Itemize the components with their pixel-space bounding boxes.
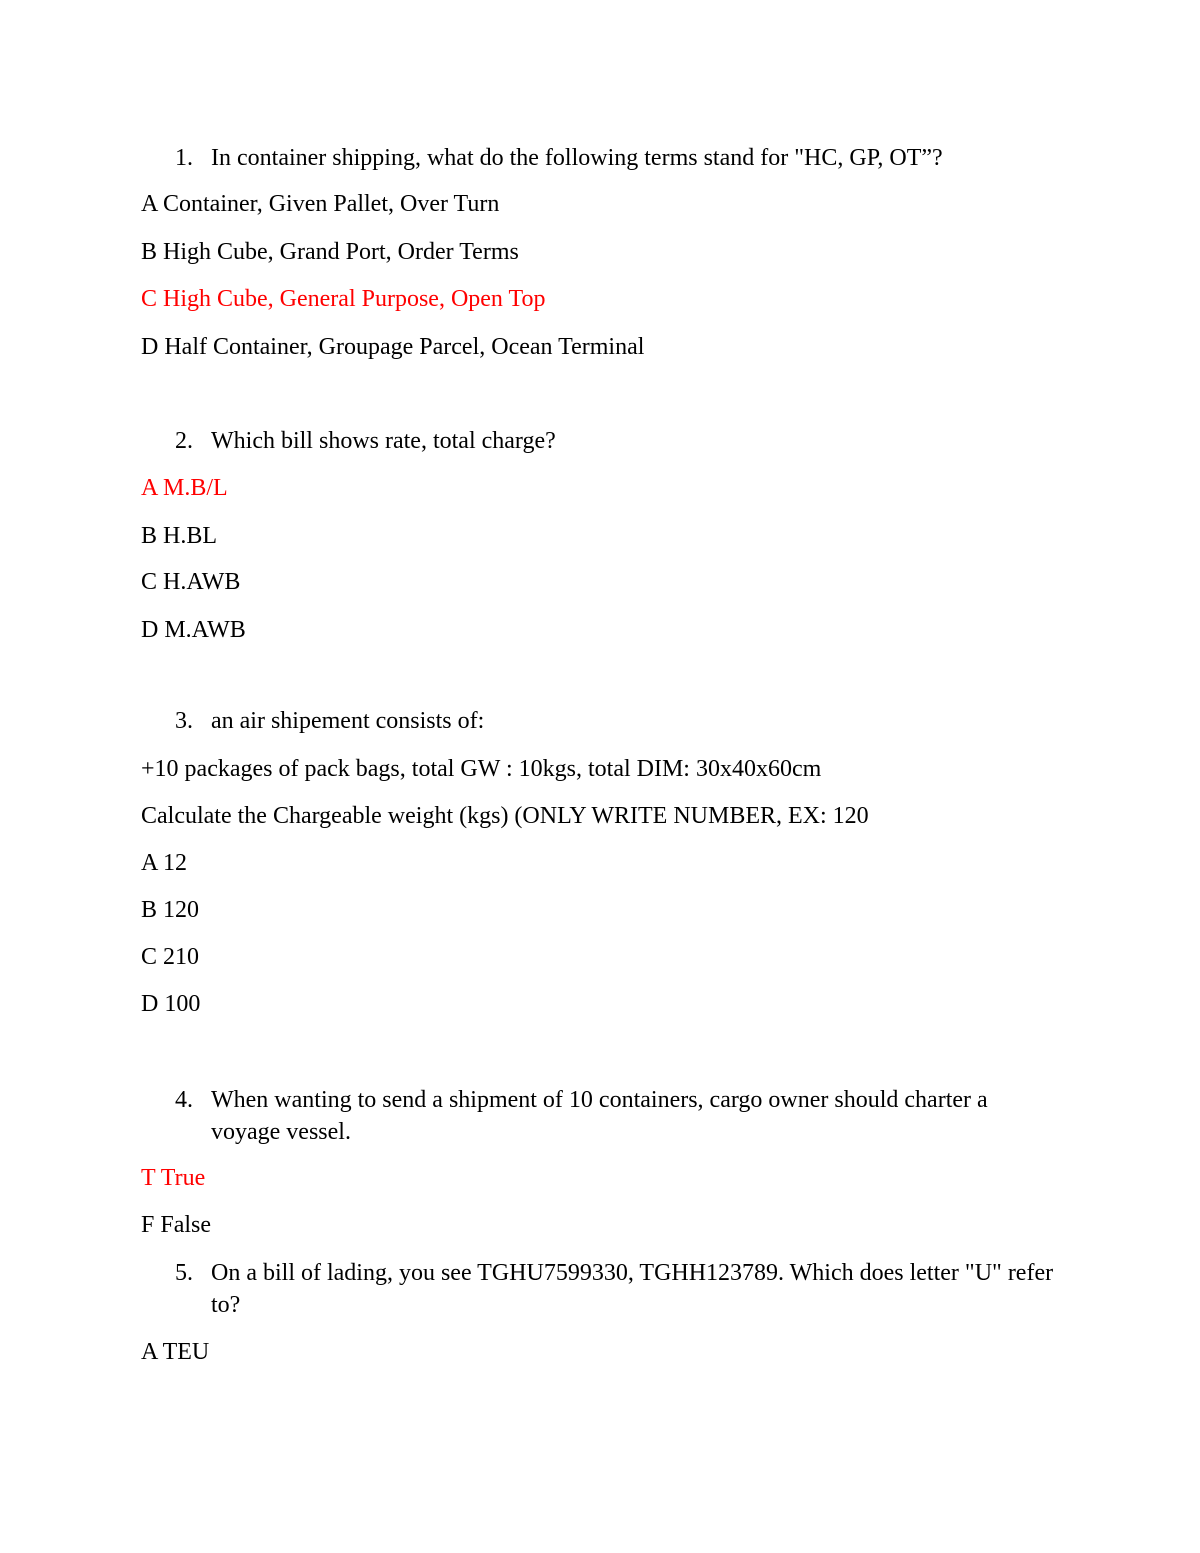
question-4 [175, 1084, 1055, 1148]
question-5 [175, 1257, 1055, 1321]
option-3c: C 210 [141, 944, 200, 970]
option-1b: B High Cube, Grand Port, Order Terms [141, 239, 519, 265]
question-3-detail-packages: +10 packages of pack bags, total GW : 10kgs, total DIM: 30x40x60cm [141, 756, 822, 782]
question-text: On a bill of lading, you see TGHU7599330, TGHH123789. Which does letter "U" refer to? [211, 1260, 1054, 1318]
option-1c-correct: C High Cube, General Purpose, Open Top [141, 286, 546, 312]
option-3d: D 100 [141, 991, 201, 1017]
question-text: an air shipement consists of: [211, 708, 485, 734]
option-4t-correct: T True [141, 1165, 206, 1191]
option-1a: A Container, Given Pallet, Over Turn [141, 191, 500, 217]
option-2a-correct: A M.B/L [141, 475, 228, 501]
option-1d: D Half Container, Groupage Parcel, Ocean Terminal [141, 334, 645, 360]
option-3a: A 12 [141, 850, 188, 876]
question-2 [175, 425, 1055, 457]
option-2c: C H.AWB [141, 569, 241, 595]
option-5a: A TEU [141, 1339, 210, 1365]
question-1 [175, 142, 1055, 174]
question-text: Which bill shows rate, total charge? [211, 428, 556, 454]
question-number: 4. [175, 1087, 193, 1113]
question-number: 5. [175, 1260, 193, 1286]
option-4f: F False [141, 1212, 212, 1238]
question-text: When wanting to send a shipment of 10 containers, cargo owner should charter a voyage vessel. [211, 1087, 988, 1145]
question-text: In container shipping, what do the following terms stand for "HC, GP, OT”? [211, 145, 943, 171]
question-3-detail-instruction: Calculate the Chargeable weight (kgs) (ONLY WRITE NUMBER, EX: 120 [141, 803, 869, 829]
question-3 [175, 705, 1055, 737]
option-3b: B 120 [141, 897, 200, 923]
question-number: 2. [175, 428, 193, 454]
question-number: 1. [175, 145, 193, 171]
question-number: 3. [175, 708, 193, 734]
option-2b: B H.BL [141, 523, 218, 549]
option-2d: D M.AWB [141, 617, 246, 643]
